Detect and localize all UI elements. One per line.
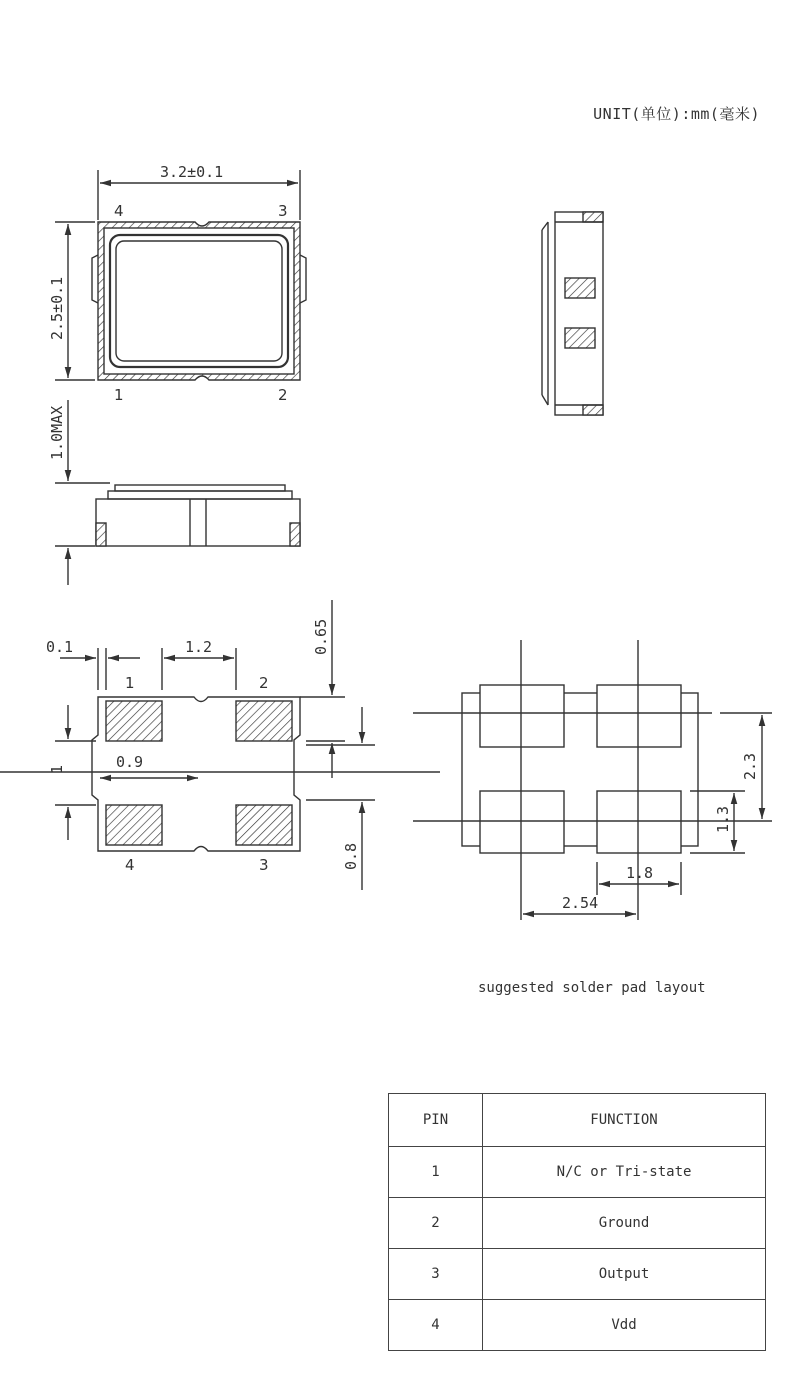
dim-2-3: 2.3 xyxy=(741,752,759,780)
header-function: FUNCTION xyxy=(483,1094,766,1147)
top-height-label: 2.5±0.1 xyxy=(48,276,66,340)
dim-0-1: 0.1 xyxy=(46,638,74,656)
table-row xyxy=(389,1300,766,1351)
side-view xyxy=(55,400,300,585)
top-width-label: 3.2±0.1 xyxy=(160,163,224,181)
top-pin-4: 4 xyxy=(114,202,124,220)
top-pin-3: 3 xyxy=(278,202,288,220)
bottom-pin-3: 3 xyxy=(259,856,269,874)
pad-layout-caption: suggested solder pad layout xyxy=(478,980,706,996)
pin-cell: 1 xyxy=(389,1147,483,1198)
function-cell: Ground xyxy=(483,1198,766,1249)
table-row xyxy=(389,1249,766,1300)
bottom-pin-4: 4 xyxy=(125,856,135,874)
table-row xyxy=(389,1147,766,1198)
function-cell: Vdd xyxy=(483,1300,766,1351)
pin-cell: 2 xyxy=(389,1198,483,1249)
dim-2-54: 2.54 xyxy=(562,894,599,912)
unit-note: UNIT(单位):mm(毫米) xyxy=(593,105,760,123)
top-pin-1: 1 xyxy=(114,386,124,404)
function-cell: Output xyxy=(483,1249,766,1300)
table-header-row xyxy=(389,1094,766,1147)
dim-1-8: 1.8 xyxy=(626,864,654,882)
dim-1: 1 xyxy=(48,764,66,774)
function-cell: N/C or Tri-state xyxy=(483,1147,766,1198)
dim-0-8: 0.8 xyxy=(342,842,360,870)
dim-1-3: 1.3 xyxy=(714,805,732,833)
dim-1-2: 1.2 xyxy=(185,638,213,656)
solder-pad-layout xyxy=(413,640,772,920)
header-pin: PIN xyxy=(389,1094,483,1147)
pin-cell: 4 xyxy=(389,1300,483,1351)
side-view-right xyxy=(542,212,603,415)
table-row xyxy=(389,1198,766,1249)
top-view xyxy=(55,170,306,380)
pin-cell: 3 xyxy=(389,1249,483,1300)
pin-function-table xyxy=(388,1093,766,1351)
side-height-label: 1.0MAX xyxy=(48,405,66,460)
top-pin-2: 2 xyxy=(278,386,288,404)
bottom-pin-2: 2 xyxy=(259,674,269,692)
bottom-pin-1: 1 xyxy=(125,674,135,692)
dim-0-65: 0.65 xyxy=(312,618,330,655)
dim-0-9: 0.9 xyxy=(116,753,144,771)
